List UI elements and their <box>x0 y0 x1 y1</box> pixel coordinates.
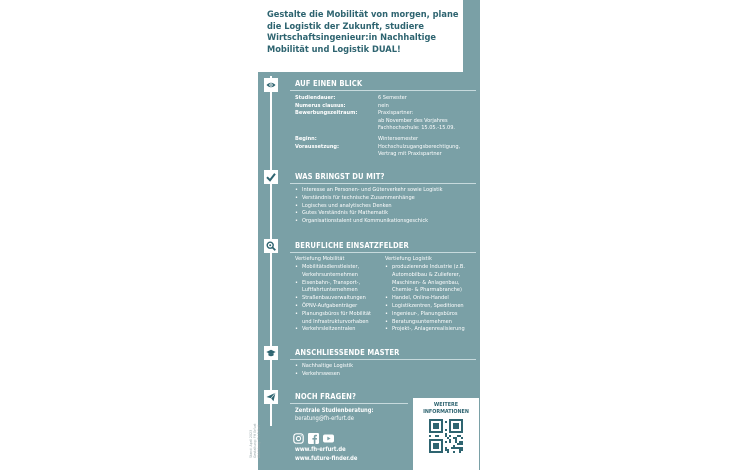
overview-value: Hochschulzugangsberechtigung, <box>378 143 461 150</box>
list-item: • Logisches und analytisches Denken <box>295 203 475 211</box>
more-info-title-line: INFORMATIONEN <box>423 409 469 415</box>
list-item: • ÖPNV-Aufgabenträger <box>295 303 377 311</box>
divider <box>290 359 476 360</box>
career-mobility-list <box>295 264 377 334</box>
list-item: • Beratungsunternehmen <box>385 319 477 327</box>
headline: Gestalte die Mobilität von morgen, plane die Logistik der Zukunft, studiere Wirtschaftsingenieur:in Nachhaltige Mobilität und Logistik DUAL! <box>267 9 459 55</box>
overview-value: Wintersemester <box>378 136 419 142</box>
more-info-title-line: WEITERE <box>433 402 459 408</box>
more-info-box <box>413 398 479 470</box>
overview-value: Fachhochschule: 15.05.-15.09. <box>378 125 456 132</box>
side-meta <box>249 386 261 458</box>
section-title-requirements: WAS BRINGST DU MIT? <box>295 172 385 181</box>
list-item: • Organisationstalent und Kommunikationsgeschick <box>295 218 475 226</box>
website-link-fh-erfurt[interactable]: www.fh-erfurt.de <box>295 447 346 453</box>
overview-key: Studiendauer: <box>295 95 336 101</box>
list-item: • Handel, Online-Handel <box>385 295 477 303</box>
section-title-master: ANSCHLIESSENDE MASTER <box>295 348 400 357</box>
list-item: • Mobilitätsdienstleister, Verkehrsunternehmen <box>295 264 377 280</box>
master-list <box>295 363 445 379</box>
overview-value: nein <box>378 102 389 109</box>
list-item: • Projekt-, Anlagenrealisierung <box>385 326 477 334</box>
side-meta-text: Abbildung: FH Erfurt <box>257 425 261 458</box>
checkmark-icon <box>264 170 278 184</box>
overview-key: Beginn: <box>295 136 317 142</box>
career-col-head-logistics: Vertiefung Logistik <box>385 256 432 262</box>
list-item: • Eisenbahn-, Transport-, Luftfahrtunternehmen <box>295 280 377 296</box>
more-info-title <box>413 402 479 416</box>
divider <box>290 183 476 184</box>
paper-plane-icon <box>264 390 278 404</box>
list-item: • Ingenieur-, Planungsbüros <box>385 311 477 319</box>
list-item: • Interesse an Personen- und Güterverkehr sowie Logistik <box>295 187 475 195</box>
divider <box>290 90 476 91</box>
list-item: • produzierende Industrie (z.B. Automobilbau & Zulieferer, Maschinen- & Anlagenbau, Chemie- & Pharmabranche) <box>385 264 477 295</box>
contact-email-link[interactable]: beratung@fh-erfurt.de <box>295 416 354 422</box>
list-item: • Verständnis für technische Zusammenhänge <box>295 195 475 203</box>
list-item: • Logistikzentren, Speditionen <box>385 303 477 311</box>
divider <box>290 252 476 253</box>
qr-code[interactable] <box>429 419 463 453</box>
list-item: • Verkehrsleitzentralen <box>295 326 377 334</box>
overview-value: ab November des Vorjahres <box>378 117 448 124</box>
side-meta-text: Stand: April 2023 <box>249 429 253 458</box>
headline-box <box>258 0 463 72</box>
youtube-icon[interactable] <box>323 429 334 440</box>
list-item: • Verkehrswesen <box>295 371 445 379</box>
overview-key: Voraussetzung: <box>295 143 340 150</box>
section-title-questions: NOCH FRAGEN? <box>295 392 357 401</box>
magnifier-gear-icon <box>264 239 278 253</box>
website-link-future-finder[interactable]: www.future-finder.de <box>295 456 358 462</box>
career-col-head-mobility: Vertiefung Mobilität <box>295 256 345 262</box>
list-item: • Planungsbüros für Mobilität und Infrastrukturvorhaben <box>295 311 377 327</box>
graduation-cap-icon <box>264 346 278 360</box>
overview-key: Numerus clausus: <box>295 102 346 109</box>
requirements-list <box>295 187 475 226</box>
urls <box>295 446 357 464</box>
overview-key: Bewerbungszeitraum: <box>295 110 358 117</box>
overview-value: 6 Semester <box>378 95 407 101</box>
list-item: • Gutes Verständnis für Mathematik <box>295 210 475 218</box>
overview-value: Praxispartner: <box>378 110 414 117</box>
instagram-icon[interactable] <box>293 429 304 440</box>
overview-value: Vertrag mit Praxispartner <box>378 151 442 158</box>
list-item: • Straßenbauverwaltungen <box>295 295 377 303</box>
contact-label: Zentrale Studienberatung: <box>295 408 374 414</box>
side-meta-text: Gestaltung: FH Erfurt <box>253 423 257 458</box>
section-title-career: BERUFLICHE EINSATZFELDER <box>295 241 409 250</box>
career-logistics-list <box>385 264 477 334</box>
list-item: • Nachhaltige Logistik <box>295 363 445 371</box>
eye-icon <box>264 78 278 92</box>
divider <box>290 403 408 404</box>
facebook-icon[interactable] <box>308 429 319 440</box>
section-title-overview: AUF EINEN BLICK <box>295 79 363 88</box>
